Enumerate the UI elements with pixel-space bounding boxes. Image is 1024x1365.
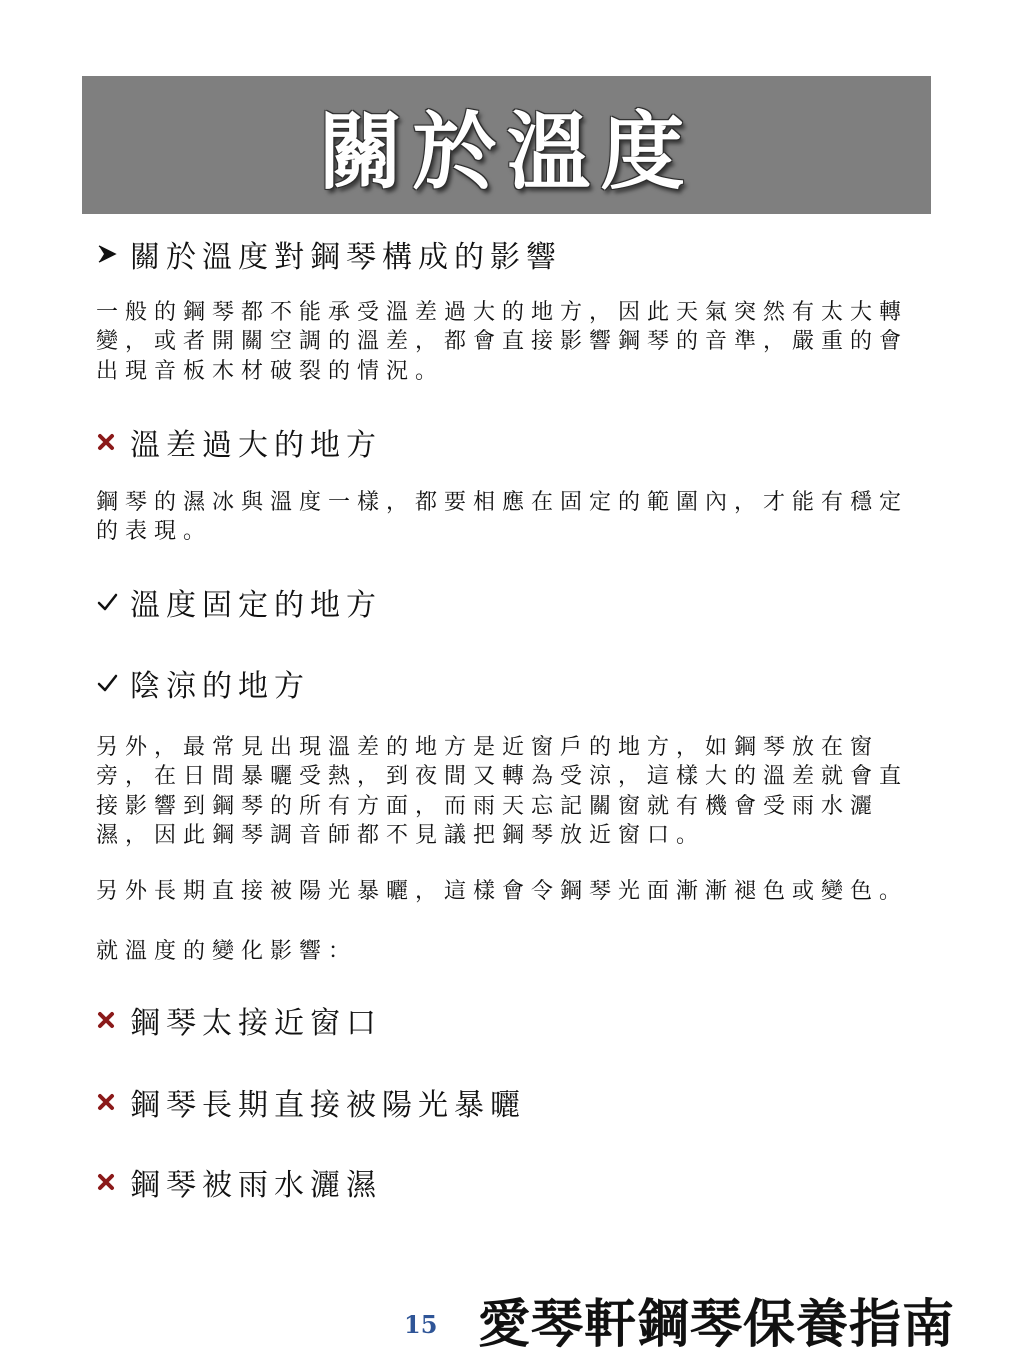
paragraph-intro: 一般的鋼琴都不能承受溫差過大的地方，因此天氣突然有太大轉變，或者開關空調的溫差，都會直接影響鋼琴的音準，嚴重的會出現音板木材破裂的情況。 [96,300,909,384]
bad-item-label: 鋼琴被雨水灑濕 [130,1168,382,1203]
cross-icon [96,1172,130,1192]
bad-item-label: 溫差過大的地方 [130,428,382,463]
bad-item-label: 鋼琴太接近窗口 [130,1006,382,1041]
section-heading: 關於溫度對鋼琴構成的影響 [130,240,562,275]
bad-item-row [96,420,382,464]
good-item-label: 陰涼的地方 [130,669,310,704]
bad-item-row [96,998,382,1042]
page-title: 關於溫度 [318,102,695,201]
paragraph-effects-intro: 就溫度的變化影響： [96,939,358,964]
paragraph-sunlight: 另外長期直接被陽光暴曬，這樣會令鋼琴光面漸漸褪色或變色。 [96,879,909,904]
cross-icon [96,432,130,452]
arrow-bullet-icon [96,243,130,265]
bad-item-label: 鋼琴長期直接被陽光暴曬 [130,1088,526,1123]
bad-item-row [96,1080,526,1124]
paragraph-window: 另外，最常見出現溫差的地方是近窗戶的地方，如鋼琴放在窗旁，在日間暴曬受熱，到夜間又轉為受涼，這樣大的溫差就會直接影響到鋼琴的所有方面，而雨天忘記關窗就有機會受雨水灑濕，因此鋼琴調音師都不見議把鋼琴放近窗口。 [96,735,909,848]
checkmark-icon [96,591,130,613]
good-item-row [96,580,382,624]
bad-item-row [96,1160,382,1204]
good-item-label: 溫度固定的地方 [130,588,382,623]
good-item-row [96,661,310,705]
title-banner [82,76,931,214]
cross-icon [96,1010,130,1030]
section-heading-row [96,232,562,276]
footer-brand: 愛琴軒鋼琴保養指南 [478,1295,956,1355]
paragraph-humidity: 鋼琴的濕冰與溫度一樣，都要相應在固定的範圍內，才能有穩定的表現。 [96,490,909,545]
checkmark-icon [96,672,130,694]
page-number: 15 [404,1310,438,1339]
cross-icon [96,1092,130,1112]
